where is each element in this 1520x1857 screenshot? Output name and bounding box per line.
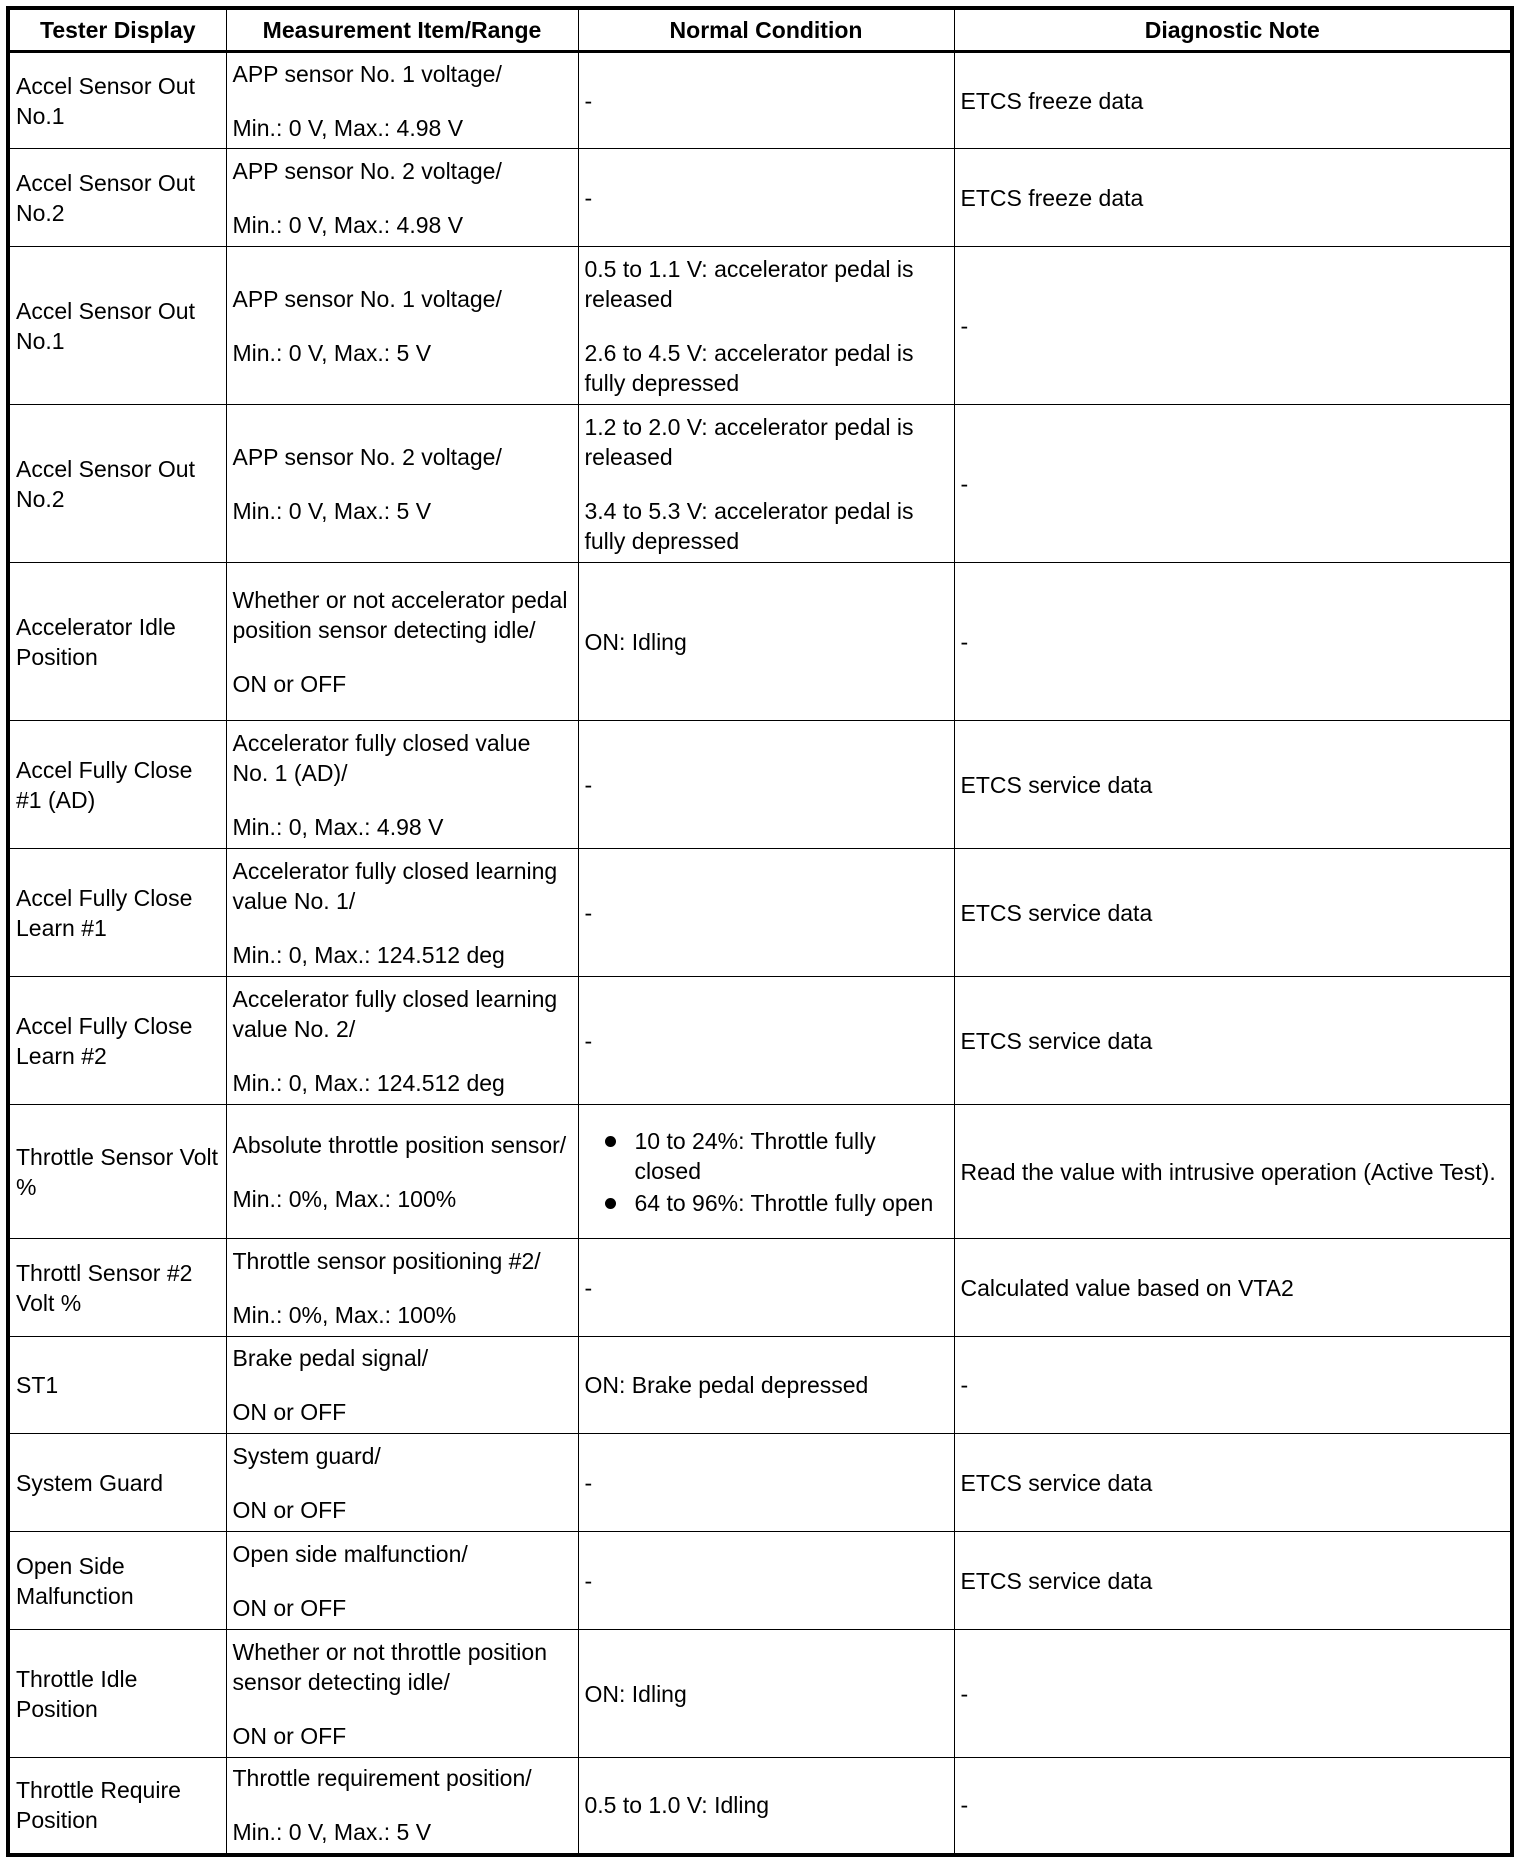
measurement-cell bbox=[226, 1758, 578, 1855]
measurement-cell bbox=[226, 1630, 578, 1758]
diagnostic-note-cell: - bbox=[954, 1630, 1512, 1758]
diagnostic-note-cell: ETCS service data bbox=[954, 977, 1512, 1105]
diagnostic-note-cell: - bbox=[954, 563, 1512, 721]
normal-condition-cell: - bbox=[578, 721, 954, 849]
data-list-table-container bbox=[6, 6, 1510, 1851]
measurement-range: Min.: 0 V, Max.: 4.98 V bbox=[232, 211, 464, 238]
tester-display-cell: System Guard bbox=[8, 1434, 226, 1532]
bullet-item-closed: 10 to 24%: Throttle fully closed bbox=[585, 1126, 948, 1186]
table-row bbox=[8, 1105, 1512, 1239]
tester-display-cell: Throttle Sensor Volt % bbox=[8, 1105, 226, 1239]
measurement-item: APP sensor No. 2 voltage/ bbox=[232, 157, 502, 184]
normal-condition-cell: - bbox=[578, 149, 954, 247]
measurement-item: Accelerator fully closed learning value No. 1/ bbox=[232, 857, 558, 914]
diagnostic-note-cell: ETCS service data bbox=[954, 849, 1512, 977]
measurement-range: Min.: 0%, Max.: 100% bbox=[232, 1301, 457, 1328]
table-row bbox=[8, 1758, 1512, 1855]
tester-display-cell: Accelerator Idle Position bbox=[8, 563, 226, 721]
measurement-item: Accelerator fully closed value No. 1 (AD)/ bbox=[232, 729, 531, 786]
measurement-cell bbox=[226, 1532, 578, 1630]
diagnostic-note-cell: ETCS service data bbox=[954, 1434, 1512, 1532]
normal-condition-cell: ON: Idling bbox=[578, 563, 954, 721]
header-row bbox=[8, 8, 1512, 52]
diagnostic-note-cell: ETCS freeze data bbox=[954, 52, 1512, 149]
header-tester-display: Tester Display bbox=[8, 8, 226, 52]
normal-condition-depressed: 3.4 to 5.3 V: accelerator pedal is fully depressed bbox=[584, 497, 914, 554]
measurement-range: Min.: 0 V, Max.: 5 V bbox=[232, 1819, 432, 1846]
tester-display-cell: Open Side Malfunction bbox=[8, 1532, 226, 1630]
normal-condition-released: 1.2 to 2.0 V: accelerator pedal is released bbox=[584, 413, 914, 470]
measurement-item: Whether or not throttle position sensor detecting idle/ bbox=[232, 1638, 547, 1695]
diagnostic-note-cell: ETCS service data bbox=[954, 1532, 1512, 1630]
measurement-range: ON or OFF bbox=[232, 1594, 347, 1621]
measurement-range: Min.: 0, Max.: 124.512 deg bbox=[232, 941, 505, 968]
measurement-cell bbox=[226, 849, 578, 977]
normal-condition-cell: ON: Idling bbox=[578, 1630, 954, 1758]
normal-condition-cell: - bbox=[578, 977, 954, 1105]
measurement-range: Min.: 0, Max.: 124.512 deg bbox=[232, 1069, 505, 1096]
normal-condition-cell: - bbox=[578, 52, 954, 149]
tester-display-cell: Throttle Idle Position bbox=[8, 1630, 226, 1758]
measurement-cell bbox=[226, 247, 578, 405]
measurement-range: Min.: 0 V, Max.: 4.98 V bbox=[232, 114, 464, 141]
normal-condition-cell: ON: Brake pedal depressed bbox=[578, 1337, 954, 1434]
normal-condition-cell: - bbox=[578, 1434, 954, 1532]
diagnostic-note-cell: - bbox=[954, 405, 1512, 563]
normal-condition-depressed: 2.6 to 4.5 V: accelerator pedal is fully depressed bbox=[584, 339, 914, 396]
tester-display-cell: Accel Fully Close Learn #1 bbox=[8, 849, 226, 977]
table-row bbox=[8, 149, 1512, 247]
measurement-cell bbox=[226, 1105, 578, 1239]
measurement-range: Min.: 0, Max.: 4.98 V bbox=[232, 813, 444, 840]
measurement-range: ON or OFF bbox=[232, 1722, 347, 1749]
measurement-range: Min.: 0 V, Max.: 5 V bbox=[232, 497, 432, 524]
diagnostic-note-cell: ETCS freeze data bbox=[954, 149, 1512, 247]
measurement-cell bbox=[226, 563, 578, 721]
measurement-item: Absolute throttle position sensor/ bbox=[232, 1131, 567, 1158]
measurement-cell bbox=[226, 1337, 578, 1434]
tester-display-cell: Accel Sensor Out No.2 bbox=[8, 405, 226, 563]
measurement-item: Whether or not accelerator pedal position sensor detecting idle/ bbox=[232, 586, 568, 643]
diagnostic-note-cell: - bbox=[954, 1337, 1512, 1434]
measurement-range: ON or OFF bbox=[232, 670, 347, 697]
normal-condition-cell: - bbox=[578, 849, 954, 977]
table-row bbox=[8, 977, 1512, 1105]
normal-condition-cell: 0.5 to 1.0 V: Idling bbox=[578, 1758, 954, 1855]
diagnostic-note-cell: ETCS service data bbox=[954, 721, 1512, 849]
measurement-item: APP sensor No. 1 voltage/ bbox=[232, 60, 502, 87]
table-row bbox=[8, 1337, 1512, 1434]
tester-display-cell: Throttle Require Position bbox=[8, 1758, 226, 1855]
measurement-item: System guard/ bbox=[232, 1442, 381, 1469]
measurement-range: Min.: 0 V, Max.: 5 V bbox=[232, 339, 432, 366]
diagnostic-note-cell: - bbox=[954, 1758, 1512, 1855]
tester-display-cell: Accel Sensor Out No.1 bbox=[8, 52, 226, 149]
tester-display-cell: Accel Sensor Out No.1 bbox=[8, 247, 226, 405]
measurement-cell bbox=[226, 1239, 578, 1337]
measurement-range: Min.: 0%, Max.: 100% bbox=[232, 1185, 457, 1212]
measurement-item: Brake pedal signal/ bbox=[232, 1345, 429, 1371]
tester-display-cell: Accel Sensor Out No.2 bbox=[8, 149, 226, 247]
normal-condition-cell: - bbox=[578, 1532, 954, 1630]
measurement-item: Open side malfunction/ bbox=[232, 1540, 468, 1567]
table-row bbox=[8, 563, 1512, 721]
table-row bbox=[8, 405, 1512, 563]
header-normal-condition: Normal Condition bbox=[578, 8, 954, 52]
bullet-item-open: 64 to 96%: Throttle fully open bbox=[585, 1188, 948, 1218]
measurement-item: Throttle sensor positioning #2/ bbox=[232, 1247, 541, 1274]
measurement-item: APP sensor No. 2 voltage/ bbox=[232, 443, 502, 470]
normal-condition-list bbox=[585, 1126, 948, 1218]
tester-display-cell: Accel Fully Close #1 (AD) bbox=[8, 721, 226, 849]
measurement-cell bbox=[226, 1434, 578, 1532]
diagnostic-note-cell: Read the value with intrusive operation (Active Test). bbox=[954, 1105, 1512, 1239]
normal-condition-cell: - bbox=[578, 1239, 954, 1337]
data-list-table bbox=[6, 6, 1514, 1857]
table-row bbox=[8, 1630, 1512, 1758]
header-measurement-item: Measurement Item/Range bbox=[226, 8, 578, 52]
measurement-item: Throttle requirement position/ bbox=[232, 1765, 532, 1792]
measurement-range: ON or OFF bbox=[232, 1496, 347, 1523]
measurement-range: ON or OFF bbox=[232, 1399, 347, 1425]
measurement-cell bbox=[226, 405, 578, 563]
measurement-item: Accelerator fully closed learning value No. 2/ bbox=[232, 985, 558, 1042]
normal-condition-cell bbox=[578, 1105, 954, 1239]
diagnostic-note-cell: - bbox=[954, 247, 1512, 405]
table-row bbox=[8, 247, 1512, 405]
table-row bbox=[8, 1532, 1512, 1630]
tester-display-cell: Throttl Sensor #2 Volt % bbox=[8, 1239, 226, 1337]
measurement-cell bbox=[226, 52, 578, 149]
table-row bbox=[8, 52, 1512, 149]
measurement-item: APP sensor No. 1 voltage/ bbox=[232, 285, 502, 312]
measurement-cell bbox=[226, 977, 578, 1105]
normal-condition-cell bbox=[578, 247, 954, 405]
table-row bbox=[8, 1239, 1512, 1337]
measurement-cell bbox=[226, 149, 578, 247]
tester-display-cell: ST1 bbox=[8, 1337, 226, 1434]
table-row bbox=[8, 721, 1512, 849]
header-diagnostic-note: Diagnostic Note bbox=[954, 8, 1512, 52]
table-row bbox=[8, 849, 1512, 977]
tester-display-cell: Accel Fully Close Learn #2 bbox=[8, 977, 226, 1105]
measurement-cell bbox=[226, 721, 578, 849]
diagnostic-note-cell: Calculated value based on VTA2 bbox=[954, 1239, 1512, 1337]
normal-condition-cell bbox=[578, 405, 954, 563]
normal-condition-released: 0.5 to 1.1 V: accelerator pedal is released bbox=[584, 255, 914, 312]
table-row bbox=[8, 1434, 1512, 1532]
